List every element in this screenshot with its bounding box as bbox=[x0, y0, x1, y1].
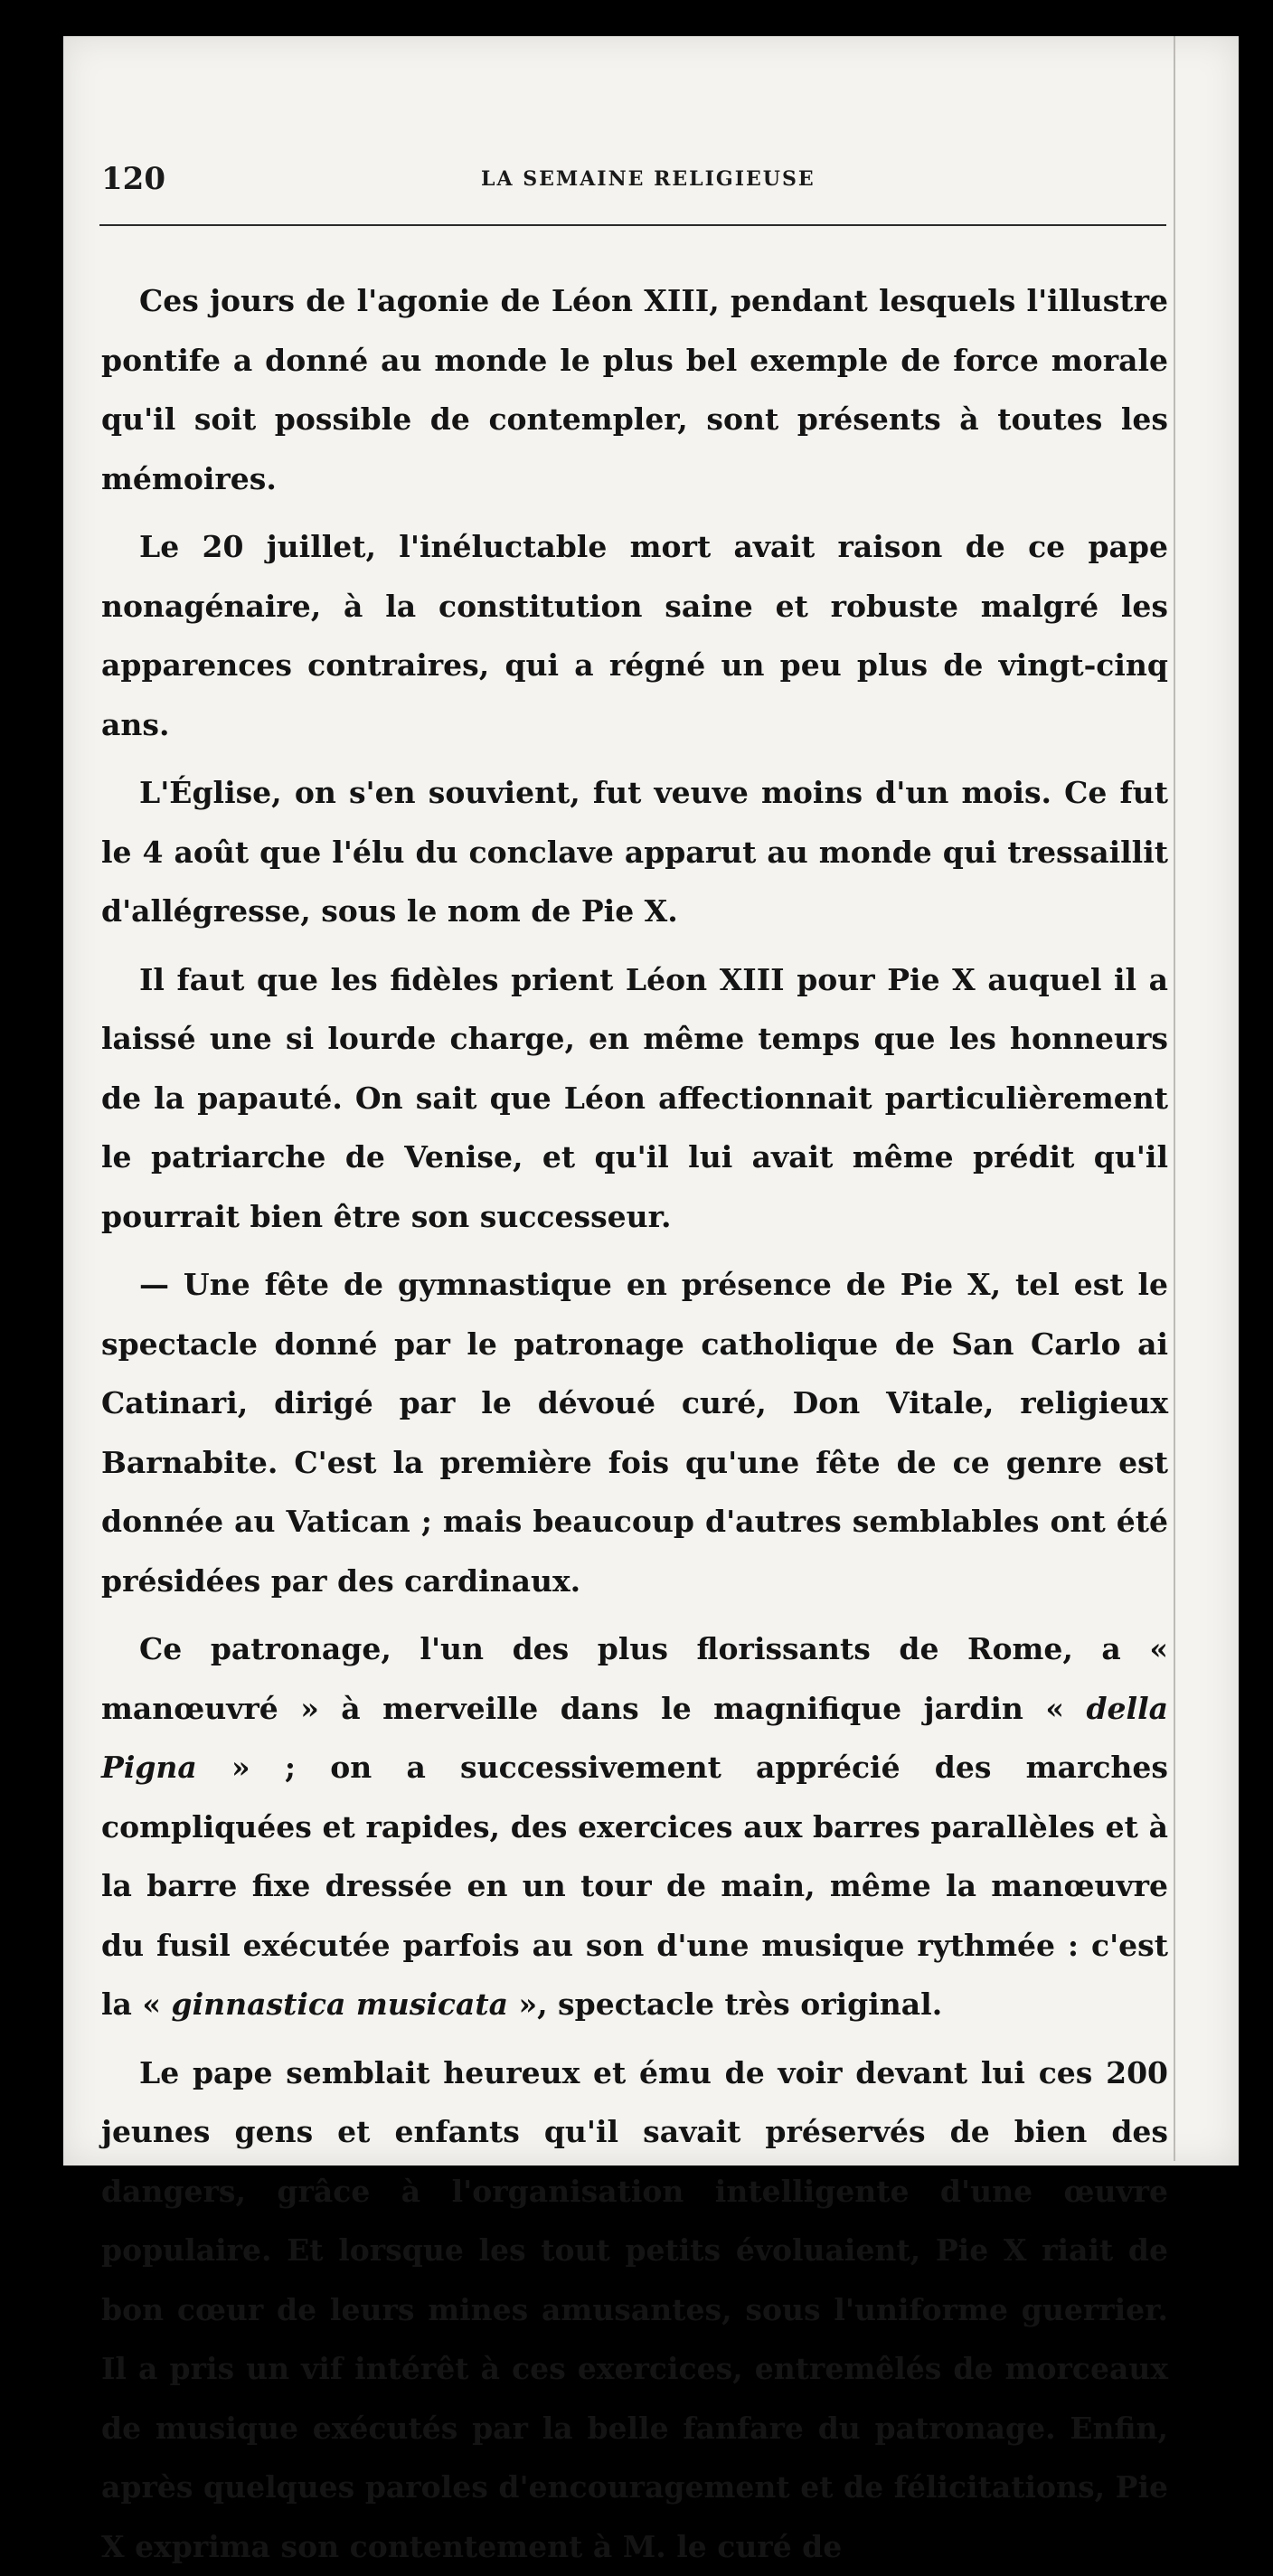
italic-ginnastica-musicata: ginnastica musicata bbox=[172, 1986, 508, 2022]
page-edge bbox=[1174, 36, 1175, 2161]
paragraph-agonie: Ces jours de l'agonie de Léon XIII, pendant lesquels l'illustre pontife a donné au monde le plus bel exemple de force morale qu'il soit possible de contempler, sont présents à toutes les mémoires. bbox=[101, 271, 1168, 508]
paragraph-fete-gymnastique: — Une fête de gymnastique en présence de Pie X, tel est le spectacle donné par le patronage catholique de San Carlo ai Catinari, dirigé par le dévoué curé, Don Vitale, religieux Barnabite. C'est la première fois qu'une fête de ce genre est donnée au Vatican ; mais beaucoup d'autres semblables ont été présidées par des cardinaux. bbox=[101, 1255, 1168, 1610]
paragraph-pape-heureux: Le pape semblait heureux et ému de voir devant lui ces 200 jeunes gens et enfants qu'il savait préservés de bien des dangers, grâce à l'organisation intelligente d'une œuvre populaire. Et lorsque les tout petits évoluaient, Pie X riait de bon cœur de leurs mines amusantes, sous l'uniforme guerrier. Il a pris un vif intérêt à ces exercices, entremêlés de morceaux de musique exécutés par la belle fanfare du patronage. Enfin, après quelques paroles d'encouragement et de félicitations, Pie X exprima son contentement à M. le curé de bbox=[101, 2043, 1168, 2576]
article-body bbox=[101, 271, 1168, 2576]
text-span: », spectacle très original. bbox=[508, 1986, 942, 2022]
paragraph-eglise: L'Église, on s'en souvient, fut veuve moins d'un mois. Ce fut le 4 août que l'élu du conclave apparut au monde qui tressaillit d'allégresse, sous le nom de Pie X. bbox=[101, 763, 1168, 941]
text-span: » ; on a successivement apprécié des marches compliquées et rapides, des exercices aux barres parallèles et à la barre fixe dressée en un tour de main, même la manœuvre du fusil exécutée parfois au son d'une musique rythmée : c'est la « bbox=[101, 1750, 1168, 2022]
paragraph-fideles: Il faut que les fidèles prient Léon XIII pour Pie X auquel il a laissé une si lourde charge, en même temps que les honneurs de la papauté. On sait que Léon affectionnait particulièrement le patriarche de Venise, et qu'il lui avait même prédit qu'il pourrait bien être son successeur. bbox=[101, 950, 1168, 1247]
paragraph-patronage bbox=[101, 1619, 1168, 2034]
page-header bbox=[101, 161, 1168, 215]
paragraph-20-juillet: Le 20 juillet, l'inéluctable mort avait raison de ce pape nonagénaire, à la constitution saine et robuste malgré les apparences contraires, qui a régné un peu plus de vingt-cinq ans. bbox=[101, 517, 1168, 754]
text-span: Ce patronage, l'un des plus florissants de Rome, a « manœuvré » à merveille dans le magnifique jardin « bbox=[101, 1631, 1168, 1726]
header-rule bbox=[99, 224, 1166, 226]
italic-della-pigna: della Pigna bbox=[101, 1691, 1168, 1786]
running-title: LA SEMAINE RELIGIEUSE bbox=[481, 167, 816, 191]
page-number: 120 bbox=[101, 161, 165, 197]
